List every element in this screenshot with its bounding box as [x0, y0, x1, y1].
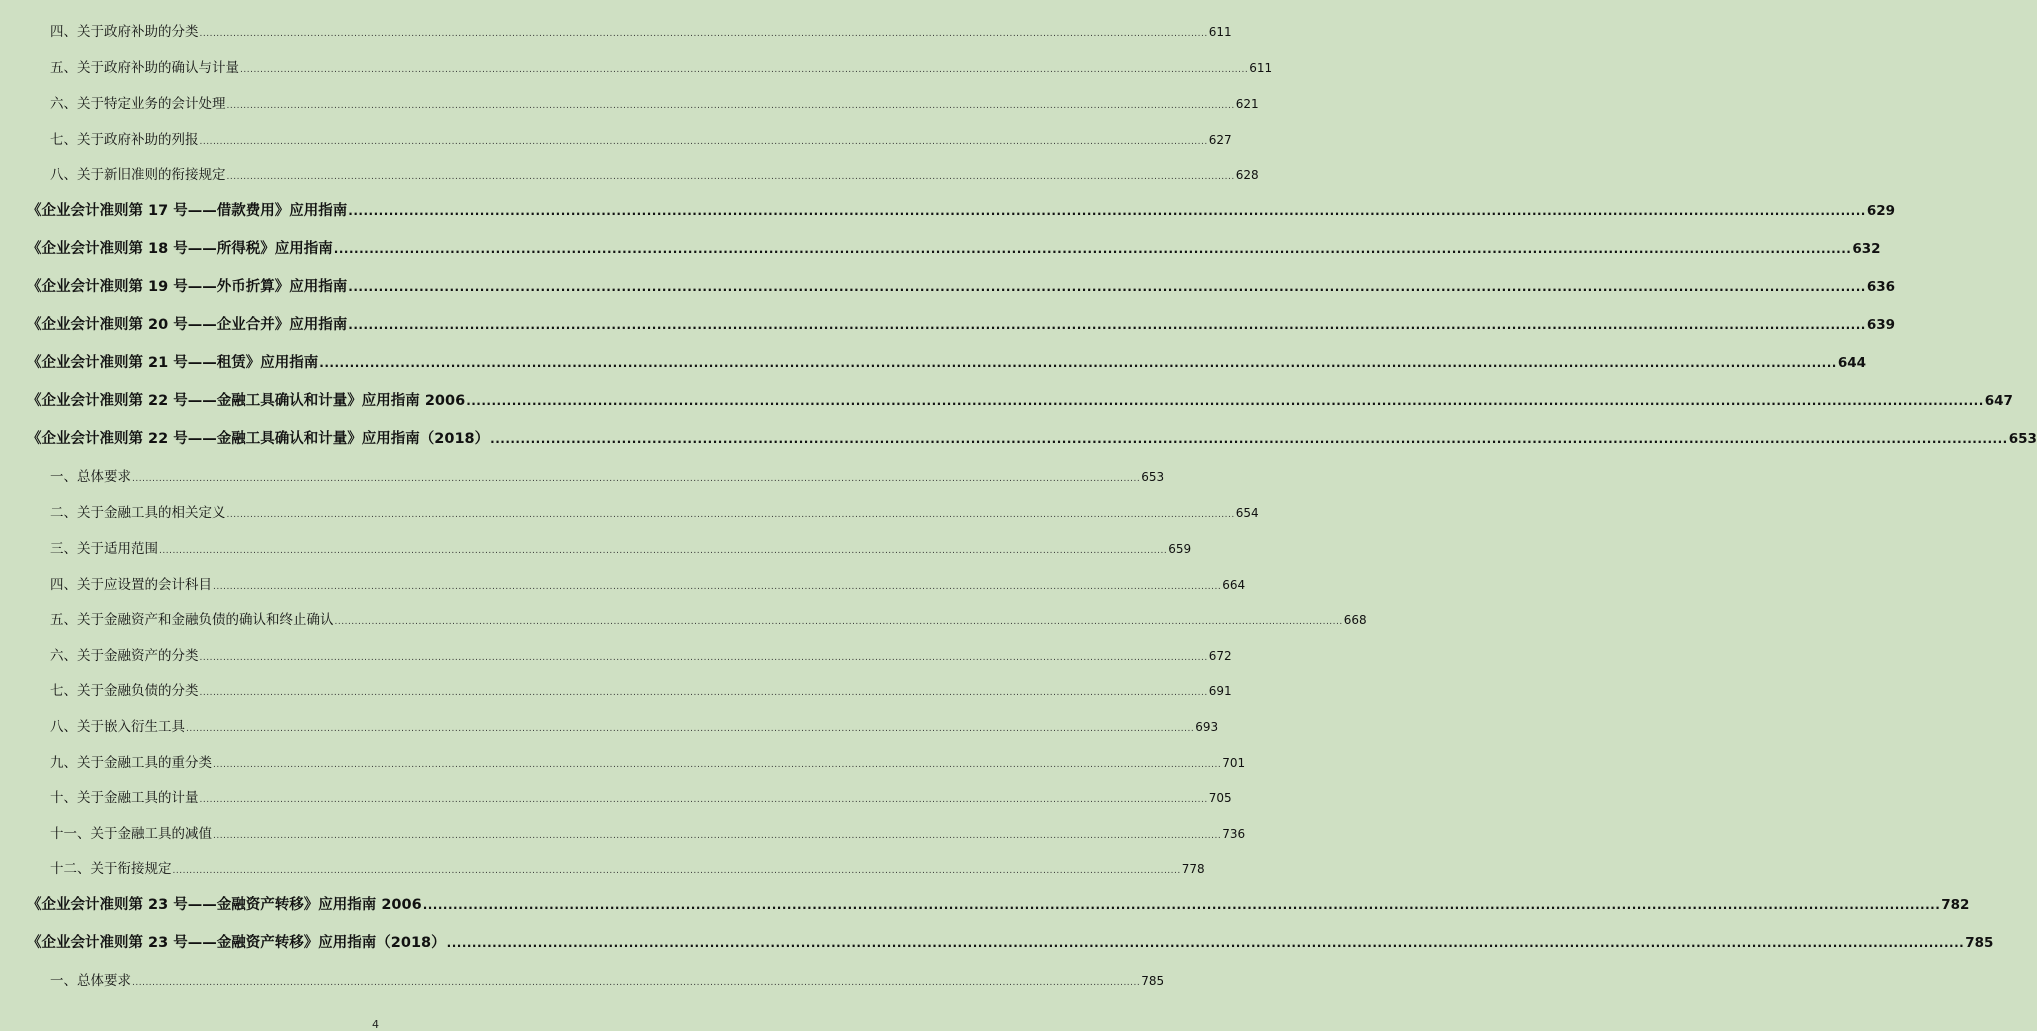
toc-entry-title: 六、关于金融资产的分类 — [50, 648, 199, 664]
dot-leader: ............................................................................................................................................................................................................................................................................................................ — [132, 474, 1141, 484]
toc-entry-page-number: 647 — [1984, 393, 2013, 409]
toc-entry-title: 《企业会计准则第 23 号——金融资产转移》应用指南 2006 — [27, 897, 422, 913]
toc-entry-page-number: 736 — [1222, 827, 1246, 841]
dot-leader: ............................................................................................................................................................................................................................................................................................................ — [348, 280, 1866, 294]
toc-entry-page-number: 629 — [1866, 203, 1896, 219]
page-number: 4 — [372, 1018, 379, 1031]
toc-section-entry[interactable] — [50, 786, 1232, 806]
toc-section-entry[interactable] — [50, 465, 1165, 485]
toc-entry-title: 十一、关于金融工具的减值 — [50, 826, 212, 842]
toc-entry-title: 《企业会计准则第 20 号——企业合并》应用指南 — [27, 317, 348, 333]
dot-leader: ............................................................................................................................................................................................................................................................................................................ — [446, 936, 1965, 950]
toc-entry-page-number: 653 — [1141, 470, 1165, 484]
dot-leader: ............................................................................................................................................................................................................................................................................................................ — [199, 795, 1208, 805]
toc-entry-title: 一、总体要求 — [50, 469, 131, 485]
toc-entry-title: 《企业会计准则第 18 号——所得税》应用指南 — [27, 241, 333, 257]
toc-chapter-entry[interactable] — [27, 313, 1896, 334]
toc-chapter-entry[interactable] — [27, 351, 1867, 372]
toc-entry-page-number: 628 — [1235, 168, 1259, 182]
dot-leader: ............................................................................................................................................................................................................................................................................................................ — [226, 510, 1235, 520]
toc-entry-title: 《企业会计准则第 17 号——借款费用》应用指南 — [27, 203, 348, 219]
toc-chapter-entry[interactable] — [27, 237, 1881, 258]
toc-chapter-entry[interactable] — [27, 931, 1994, 952]
toc-entry-title: 《企业会计准则第 23 号——金融资产转移》应用指南（2018） — [27, 935, 446, 951]
toc-entry-page-number: 636 — [1866, 279, 1896, 295]
dot-leader: ............................................................................................................................................................................................................................................................................................................ — [466, 394, 1984, 408]
dot-leader: ............................................................................................................................................................................................................................................................................................................ — [334, 617, 1343, 627]
toc-entry-page-number: 672 — [1208, 649, 1232, 663]
toc-chapter-entry[interactable] — [27, 893, 1970, 914]
toc-entry-page-number: 701 — [1222, 756, 1246, 770]
toc-entry-title: 九、关于金融工具的重分类 — [50, 755, 212, 771]
toc-entry-title: 十二、关于衔接规定 — [50, 861, 172, 877]
toc-section-entry[interactable] — [50, 573, 1246, 593]
toc-entry-title: 五、关于金融资产和金融负债的确认和终止确认 — [50, 612, 334, 628]
dot-leader: ............................................................................................................................................................................................................................................................................................................ — [333, 242, 1852, 256]
toc-entry-title: 《企业会计准则第 21 号——租赁》应用指南 — [27, 355, 319, 371]
dot-leader: ............................................................................................................................................................................................................................................................................................................ — [348, 204, 1866, 218]
toc-entry-title: 《企业会计准则第 22 号——金融工具确认和计量》应用指南（2018） — [27, 431, 490, 447]
toc-entry-page-number: 653 — [2008, 431, 2037, 447]
toc-section-entry[interactable] — [50, 751, 1246, 771]
toc-entry-title: 三、关于适用范围 — [50, 541, 158, 557]
toc-entry-page-number: 668 — [1343, 613, 1367, 627]
toc-entry-page-number: 778 — [1181, 862, 1205, 876]
dot-leader: ............................................................................................................................................................................................................................................................................................................ — [422, 898, 1941, 912]
toc-entry-title: 八、关于新旧准则的衔接规定 — [50, 167, 226, 183]
toc-entry-title: 七、关于政府补助的列报 — [50, 132, 199, 148]
toc-section-entry[interactable] — [50, 537, 1192, 557]
toc-chapter-entry[interactable] — [27, 275, 1896, 296]
toc-entry-page-number: 782 — [1941, 897, 1970, 913]
toc-entry-page-number: 705 — [1208, 791, 1232, 805]
dot-leader: ............................................................................................................................................................................................................................................................................................................ — [213, 582, 1222, 592]
toc-entry-title: 十、关于金融工具的计量 — [50, 790, 199, 806]
toc-entry-page-number: 632 — [1852, 241, 1881, 257]
toc-entry-title: 四、关于应设置的会计科目 — [50, 577, 212, 593]
dot-leader: ............................................................................................................................................................................................................................................................................................................ — [226, 172, 1235, 182]
toc-entry-title: 六、关于特定业务的会计处理 — [50, 96, 226, 112]
dot-leader: ............................................................................................................................................................................................................................................................................................................ — [172, 866, 1181, 876]
dot-leader: ............................................................................................................................................................................................................................................................................................................ — [159, 546, 1168, 556]
dot-leader: ............................................................................................................................................................................................................................................................................................................ — [213, 760, 1222, 770]
toc-entry-page-number: 627 — [1208, 133, 1232, 147]
dot-leader: ............................................................................................................................................................................................................................................................................................................ — [226, 101, 1235, 111]
toc-section-entry[interactable] — [50, 501, 1259, 521]
toc-entry-page-number: 693 — [1195, 720, 1219, 734]
dot-leader: ............................................................................................................................................................................................................................................................................................................ — [199, 137, 1208, 147]
toc-entry-title: 四、关于政府补助的分类 — [50, 24, 199, 40]
toc-chapter-entry[interactable] — [27, 199, 1896, 220]
dot-leader: ............................................................................................................................................................................................................................................................................................................ — [132, 978, 1141, 988]
dot-leader: ............................................................................................................................................................................................................................................................................................................ — [199, 29, 1208, 39]
toc-entry-page-number: 691 — [1208, 684, 1232, 698]
dot-leader: ............................................................................................................................................................................................................................................................................................................ — [186, 724, 1195, 734]
toc-chapter-entry[interactable] — [27, 427, 2037, 448]
dot-leader: ............................................................................................................................................................................................................................................................................................................ — [199, 653, 1208, 663]
toc-entry-title: 《企业会计准则第 19 号——外币折算》应用指南 — [27, 279, 348, 295]
toc-section-entry[interactable] — [50, 679, 1232, 699]
toc-section-entry[interactable] — [50, 822, 1246, 842]
toc-entry-page-number: 664 — [1222, 578, 1246, 592]
dot-leader: ............................................................................................................................................................................................................................................................................................................ — [240, 65, 1249, 75]
toc-section-entry[interactable] — [50, 20, 1232, 40]
toc-section-entry[interactable] — [50, 128, 1232, 148]
toc-entry-page-number: 659 — [1168, 542, 1192, 556]
toc-section-entry[interactable] — [50, 644, 1232, 664]
toc-section-entry[interactable] — [50, 608, 1367, 628]
dot-leader: ............................................................................................................................................................................................................................................................................................................ — [199, 688, 1208, 698]
toc-section-entry[interactable] — [50, 715, 1219, 735]
dot-leader: ............................................................................................................................................................................................................................................................................................................ — [213, 831, 1222, 841]
toc-entry-page-number: 611 — [1249, 61, 1273, 75]
toc-entry-title: 五、关于政府补助的确认与计量 — [50, 60, 239, 76]
toc-section-entry[interactable] — [50, 857, 1205, 877]
toc-entry-page-number: 654 — [1235, 506, 1259, 520]
toc-entry-page-number: 611 — [1208, 25, 1232, 39]
toc-entry-title: 二、关于金融工具的相关定义 — [50, 505, 226, 521]
toc-section-entry[interactable] — [50, 969, 1165, 989]
toc-section-entry[interactable] — [50, 163, 1259, 183]
toc-entry-page-number: 621 — [1235, 97, 1259, 111]
toc-entry-title: 八、关于嵌入衍生工具 — [50, 719, 185, 735]
dot-leader: ............................................................................................................................................................................................................................................................................................................ — [319, 356, 1837, 370]
toc-entry-title: 七、关于金融负债的分类 — [50, 683, 199, 699]
toc-entry-page-number: 644 — [1837, 355, 1867, 371]
toc-entry-title: 《企业会计准则第 22 号——金融工具确认和计量》应用指南 2006 — [27, 393, 466, 409]
toc-entry-page-number: 785 — [1141, 974, 1165, 988]
dot-leader: ............................................................................................................................................................................................................................................................................................................ — [490, 432, 2008, 446]
toc-entry-title: 一、总体要求 — [50, 973, 131, 989]
toc-entry-page-number: 639 — [1866, 317, 1896, 333]
toc-chapter-entry[interactable] — [27, 389, 2013, 410]
toc-section-entry[interactable] — [50, 92, 1259, 112]
toc-section-entry[interactable] — [50, 56, 1273, 76]
dot-leader: ............................................................................................................................................................................................................................................................................................................ — [348, 318, 1866, 332]
toc-entry-page-number: 785 — [1965, 935, 1994, 951]
